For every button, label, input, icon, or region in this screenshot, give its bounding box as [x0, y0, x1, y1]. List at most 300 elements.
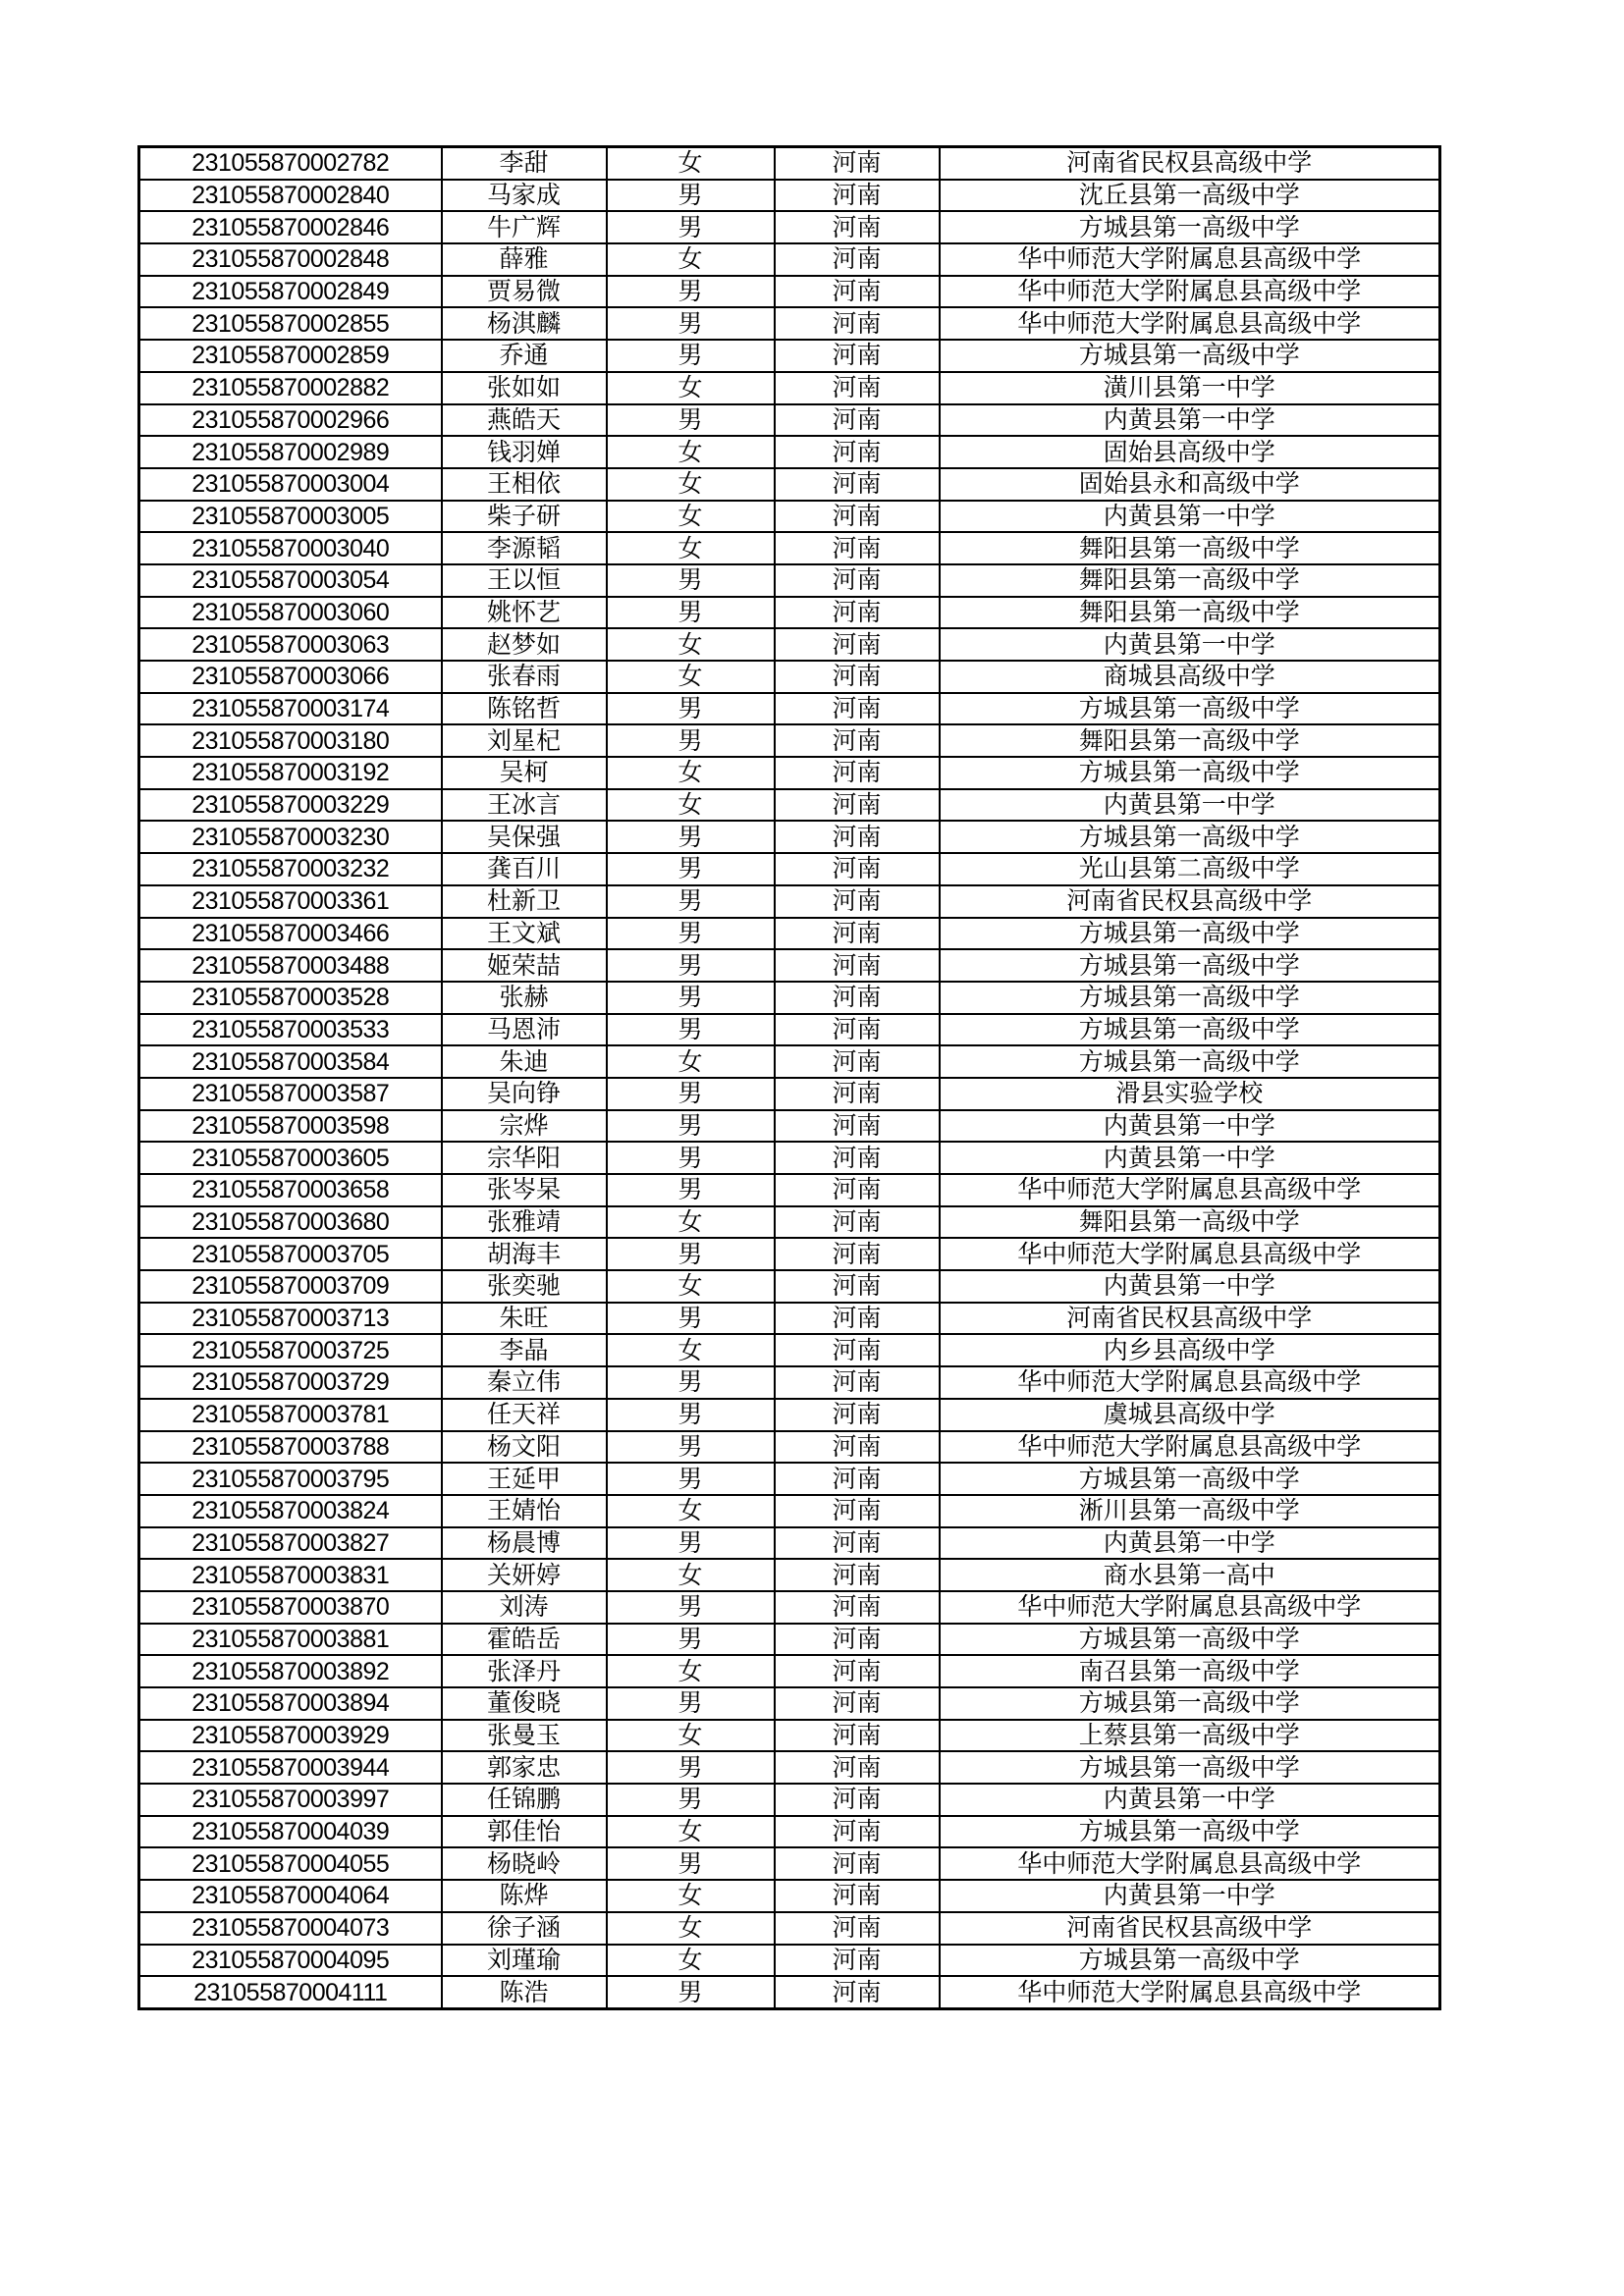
name-cell: 柴子研: [442, 501, 607, 533]
name-cell: 牛广辉: [442, 211, 607, 243]
school-cell: 内黄县第一中学: [940, 404, 1440, 437]
table-row: [139, 1559, 1440, 1591]
table-row: [139, 147, 1440, 180]
school-cell: 内黄县第一中学: [940, 501, 1440, 533]
name-cell: 刘瑾瑜: [442, 1945, 607, 1977]
province-cell: 河南: [775, 757, 940, 789]
name-cell: 朱迪: [442, 1045, 607, 1078]
province-cell: 河南: [775, 1847, 940, 1880]
table-row: [139, 1014, 1440, 1046]
name-cell: 李晶: [442, 1334, 607, 1366]
name-cell: 王延甲: [442, 1463, 607, 1495]
province-cell: 河南: [775, 1591, 940, 1624]
student-id-cell: 231055870003997: [139, 1784, 442, 1816]
province-cell: 河南: [775, 1816, 940, 1848]
table-row: [139, 982, 1440, 1014]
school-cell: 方城县第一高级中学: [940, 949, 1440, 982]
school-cell: 内黄县第一中学: [940, 1880, 1440, 1912]
province-cell: 河南: [775, 1142, 940, 1174]
gender-cell: 男: [607, 1784, 775, 1816]
gender-cell: 男: [607, 949, 775, 982]
table-row: [139, 1912, 1440, 1945]
gender-cell: 女: [607, 1045, 775, 1078]
province-cell: 河南: [775, 1334, 940, 1366]
name-cell: 刘星杞: [442, 724, 607, 757]
student-id-cell: 231055870003831: [139, 1559, 442, 1591]
name-cell: 李源韬: [442, 532, 607, 564]
student-id-cell: 231055870003060: [139, 597, 442, 629]
gender-cell: 男: [607, 821, 775, 853]
school-cell: 滑县实验学校: [940, 1078, 1440, 1110]
name-cell: 任锦鹏: [442, 1784, 607, 1816]
school-cell: 光山县第二高级中学: [940, 853, 1440, 885]
school-cell: 华中师范大学附属息县高级中学: [940, 307, 1440, 340]
student-id-cell: 231055870003709: [139, 1270, 442, 1303]
table-row: [139, 1847, 1440, 1880]
table-row: [139, 501, 1440, 533]
gender-cell: 男: [607, 1303, 775, 1335]
student-id-cell: 231055870003232: [139, 853, 442, 885]
table-row: [139, 404, 1440, 437]
name-cell: 宗华阳: [442, 1142, 607, 1174]
name-cell: 李甜: [442, 147, 607, 180]
table-row: [139, 564, 1440, 597]
table-row: [139, 1270, 1440, 1303]
table-row: [139, 1495, 1440, 1527]
school-cell: 商水县第一高中: [940, 1559, 1440, 1591]
gender-cell: 男: [607, 1847, 775, 1880]
student-id-cell: 231055870003180: [139, 724, 442, 757]
school-cell: 华中师范大学附属息县高级中学: [940, 1238, 1440, 1270]
gender-cell: 女: [607, 1559, 775, 1591]
name-cell: 张雅靖: [442, 1206, 607, 1239]
gender-cell: 男: [607, 1624, 775, 1656]
school-cell: 南召县第一高级中学: [940, 1655, 1440, 1687]
province-cell: 河南: [775, 661, 940, 693]
student-id-cell: 231055870004111: [139, 1976, 442, 2008]
school-cell: 方城县第一高级中学: [940, 1624, 1440, 1656]
gender-cell: 男: [607, 1751, 775, 1784]
table-row: [139, 1206, 1440, 1239]
province-cell: 河南: [775, 340, 940, 372]
school-cell: 华中师范大学附属息县高级中学: [940, 1174, 1440, 1206]
name-cell: 霍皓岳: [442, 1624, 607, 1656]
table-row: [139, 436, 1440, 468]
name-cell: 王婧怡: [442, 1495, 607, 1527]
name-cell: 吴保强: [442, 821, 607, 853]
school-cell: 方城县第一高级中学: [940, 982, 1440, 1014]
province-cell: 河南: [775, 1687, 940, 1720]
school-cell: 方城县第一高级中学: [940, 1463, 1440, 1495]
name-cell: 杨淇麟: [442, 307, 607, 340]
school-cell: 方城县第一高级中学: [940, 1687, 1440, 1720]
province-cell: 河南: [775, 693, 940, 725]
student-id-cell: 231055870003824: [139, 1495, 442, 1527]
gender-cell: 男: [607, 1014, 775, 1046]
student-id-cell: 231055870002782: [139, 147, 442, 180]
student-id-cell: 231055870002848: [139, 243, 442, 276]
gender-cell: 男: [607, 1527, 775, 1560]
student-id-cell: 231055870004095: [139, 1945, 442, 1977]
name-cell: 杜新卫: [442, 885, 607, 918]
school-cell: 上蔡县第一高级中学: [940, 1720, 1440, 1752]
table-body: [139, 147, 1440, 2009]
province-cell: 河南: [775, 1078, 940, 1110]
student-id-cell: 231055870003230: [139, 821, 442, 853]
gender-cell: 男: [607, 340, 775, 372]
student-id-cell: 231055870003054: [139, 564, 442, 597]
gender-cell: 男: [607, 307, 775, 340]
school-cell: 虞城县高级中学: [940, 1399, 1440, 1431]
table-row: [139, 724, 1440, 757]
table-row: [139, 918, 1440, 950]
student-id-cell: 231055870003488: [139, 949, 442, 982]
school-cell: 方城县第一高级中学: [940, 757, 1440, 789]
student-id-cell: 231055870003361: [139, 885, 442, 918]
province-cell: 河南: [775, 276, 940, 308]
student-id-cell: 231055870003881: [139, 1624, 442, 1656]
province-cell: 河南: [775, 436, 940, 468]
table-row: [139, 597, 1440, 629]
gender-cell: 女: [607, 147, 775, 180]
table-row: [139, 372, 1440, 404]
gender-cell: 女: [607, 661, 775, 693]
gender-cell: 男: [607, 1399, 775, 1431]
gender-cell: 男: [607, 597, 775, 629]
table-row: [139, 1334, 1440, 1366]
school-cell: 方城县第一高级中学: [940, 1816, 1440, 1848]
student-id-cell: 231055870003174: [139, 693, 442, 725]
name-cell: 宗烨: [442, 1110, 607, 1143]
gender-cell: 女: [607, 532, 775, 564]
gender-cell: 女: [607, 789, 775, 822]
gender-cell: 女: [607, 243, 775, 276]
name-cell: 王文斌: [442, 918, 607, 950]
student-id-cell: 231055870003827: [139, 1527, 442, 1560]
name-cell: 赵梦如: [442, 628, 607, 661]
table-row: [139, 1303, 1440, 1335]
student-id-cell: 231055870003713: [139, 1303, 442, 1335]
province-cell: 河南: [775, 1399, 940, 1431]
name-cell: 张曼玉: [442, 1720, 607, 1752]
province-cell: 河南: [775, 532, 940, 564]
gender-cell: 女: [607, 1206, 775, 1239]
name-cell: 张泽丹: [442, 1655, 607, 1687]
name-cell: 陈烨: [442, 1880, 607, 1912]
name-cell: 杨文阳: [442, 1431, 607, 1464]
province-cell: 河南: [775, 1784, 940, 1816]
school-cell: 内黄县第一中学: [940, 1270, 1440, 1303]
table-row: [139, 211, 1440, 243]
table-row: [139, 661, 1440, 693]
student-id-cell: 231055870003929: [139, 1720, 442, 1752]
province-cell: 河南: [775, 468, 940, 501]
province-cell: 河南: [775, 1366, 940, 1399]
province-cell: 河南: [775, 1206, 940, 1239]
name-cell: 朱旺: [442, 1303, 607, 1335]
province-cell: 河南: [775, 243, 940, 276]
school-cell: 方城县第一高级中学: [940, 821, 1440, 853]
student-id-cell: 231055870003870: [139, 1591, 442, 1624]
gender-cell: 男: [607, 1366, 775, 1399]
table-row: [139, 1463, 1440, 1495]
province-cell: 河南: [775, 1976, 940, 2008]
gender-cell: 女: [607, 1495, 775, 1527]
table-row: [139, 1945, 1440, 1977]
table-row: [139, 307, 1440, 340]
province-cell: 河南: [775, 1045, 940, 1078]
table-row: [139, 1687, 1440, 1720]
table-row: [139, 789, 1440, 822]
gender-cell: 女: [607, 372, 775, 404]
student-id-cell: 231055870003584: [139, 1045, 442, 1078]
province-cell: 河南: [775, 789, 940, 822]
name-cell: 马恩沛: [442, 1014, 607, 1046]
name-cell: 杨晓岭: [442, 1847, 607, 1880]
school-cell: 华中师范大学附属息县高级中学: [940, 1847, 1440, 1880]
province-cell: 河南: [775, 1463, 940, 1495]
province-cell: 河南: [775, 1912, 940, 1945]
province-cell: 河南: [775, 564, 940, 597]
name-cell: 张春雨: [442, 661, 607, 693]
student-list-table: [137, 145, 1441, 2010]
student-id-cell: 231055870003533: [139, 1014, 442, 1046]
student-id-cell: 231055870003658: [139, 1174, 442, 1206]
table-row: [139, 1784, 1440, 1816]
school-cell: 固始县高级中学: [940, 436, 1440, 468]
province-cell: 河南: [775, 1110, 940, 1143]
table-row: [139, 885, 1440, 918]
name-cell: 胡海丰: [442, 1238, 607, 1270]
gender-cell: 男: [607, 1976, 775, 2008]
gender-cell: 男: [607, 564, 775, 597]
province-cell: 河南: [775, 1880, 940, 1912]
province-cell: 河南: [775, 628, 940, 661]
school-cell: 舞阳县第一高级中学: [940, 532, 1440, 564]
student-id-cell: 231055870002840: [139, 180, 442, 212]
table-row: [139, 949, 1440, 982]
name-cell: 龚百川: [442, 853, 607, 885]
province-cell: 河南: [775, 1624, 940, 1656]
table-row: [139, 532, 1440, 564]
student-id-cell: 231055870002966: [139, 404, 442, 437]
gender-cell: 男: [607, 1142, 775, 1174]
student-id-cell: 231055870003229: [139, 789, 442, 822]
school-cell: 华中师范大学附属息县高级中学: [940, 1976, 1440, 2008]
province-cell: 河南: [775, 724, 940, 757]
province-cell: 河南: [775, 1014, 940, 1046]
gender-cell: 女: [607, 1912, 775, 1945]
student-id-cell: 231055870003605: [139, 1142, 442, 1174]
student-id-cell: 231055870003892: [139, 1655, 442, 1687]
name-cell: 贾易微: [442, 276, 607, 308]
school-cell: 华中师范大学附属息县高级中学: [940, 276, 1440, 308]
name-cell: 钱羽婵: [442, 436, 607, 468]
province-cell: 河南: [775, 180, 940, 212]
gender-cell: 女: [607, 1945, 775, 1977]
name-cell: 吴柯: [442, 757, 607, 789]
name-cell: 董俊晓: [442, 1687, 607, 1720]
table-row: [139, 757, 1440, 789]
school-cell: 方城县第一高级中学: [940, 1751, 1440, 1784]
table-row: [139, 1751, 1440, 1784]
table-row: [139, 1720, 1440, 1752]
gender-cell: 女: [607, 501, 775, 533]
province-cell: 河南: [775, 949, 940, 982]
student-id-cell: 231055870003066: [139, 661, 442, 693]
student-id-cell: 231055870003598: [139, 1110, 442, 1143]
student-id-cell: 231055870003795: [139, 1463, 442, 1495]
school-cell: 华中师范大学附属息县高级中学: [940, 1591, 1440, 1624]
name-cell: 姚怀艺: [442, 597, 607, 629]
name-cell: 任天祥: [442, 1399, 607, 1431]
gender-cell: 男: [607, 1238, 775, 1270]
name-cell: 王以恒: [442, 564, 607, 597]
province-cell: 河南: [775, 1527, 940, 1560]
student-id-cell: 231055870003040: [139, 532, 442, 564]
table-row: [139, 1366, 1440, 1399]
name-cell: 秦立伟: [442, 1366, 607, 1399]
table-row: [139, 1399, 1440, 1431]
gender-cell: 男: [607, 918, 775, 950]
school-cell: 内黄县第一中学: [940, 1142, 1440, 1174]
school-cell: 河南省民权县高级中学: [940, 1912, 1440, 1945]
table-row: [139, 1655, 1440, 1687]
name-cell: 陈铭哲: [442, 693, 607, 725]
province-cell: 河南: [775, 1238, 940, 1270]
school-cell: 内乡县高级中学: [940, 1334, 1440, 1366]
student-id-cell: 231055870003725: [139, 1334, 442, 1366]
student-id-cell: 231055870003894: [139, 1687, 442, 1720]
school-cell: 舞阳县第一高级中学: [940, 1206, 1440, 1239]
table-row: [139, 853, 1440, 885]
province-cell: 河南: [775, 1720, 940, 1752]
name-cell: 郭家忠: [442, 1751, 607, 1784]
student-id-cell: 231055870003005: [139, 501, 442, 533]
gender-cell: 男: [607, 1174, 775, 1206]
school-cell: 内黄县第一中学: [940, 1784, 1440, 1816]
table-row: [139, 1142, 1440, 1174]
gender-cell: 男: [607, 276, 775, 308]
province-cell: 河南: [775, 1174, 940, 1206]
school-cell: 方城县第一高级中学: [940, 918, 1440, 950]
province-cell: 河南: [775, 1751, 940, 1784]
student-id-cell: 231055870003944: [139, 1751, 442, 1784]
province-cell: 河南: [775, 1655, 940, 1687]
student-id-cell: 231055870003781: [139, 1399, 442, 1431]
gender-cell: 女: [607, 1720, 775, 1752]
name-cell: 吴向铮: [442, 1078, 607, 1110]
gender-cell: 男: [607, 1463, 775, 1495]
school-cell: 淅川县第一高级中学: [940, 1495, 1440, 1527]
table-row: [139, 243, 1440, 276]
student-id-cell: 231055870003192: [139, 757, 442, 789]
school-cell: 方城县第一高级中学: [940, 211, 1440, 243]
province-cell: 河南: [775, 307, 940, 340]
student-id-cell: 231055870002855: [139, 307, 442, 340]
name-cell: 陈浩: [442, 1976, 607, 2008]
school-cell: 舞阳县第一高级中学: [940, 597, 1440, 629]
student-id-cell: 231055870004055: [139, 1847, 442, 1880]
gender-cell: 男: [607, 885, 775, 918]
name-cell: 薛雅: [442, 243, 607, 276]
table-row: [139, 1816, 1440, 1848]
gender-cell: 女: [607, 628, 775, 661]
province-cell: 河南: [775, 1495, 940, 1527]
name-cell: 姬荣喆: [442, 949, 607, 982]
student-id-cell: 231055870003729: [139, 1366, 442, 1399]
school-cell: 内黄县第一中学: [940, 1527, 1440, 1560]
student-id-cell: 231055870002846: [139, 211, 442, 243]
name-cell: 张奕驰: [442, 1270, 607, 1303]
student-id-cell: 231055870003587: [139, 1078, 442, 1110]
school-cell: 潢川县第一中学: [940, 372, 1440, 404]
school-cell: 华中师范大学附属息县高级中学: [940, 243, 1440, 276]
table-row: [139, 180, 1440, 212]
gender-cell: 男: [607, 1110, 775, 1143]
table-row: [139, 1624, 1440, 1656]
student-id-cell: 231055870002849: [139, 276, 442, 308]
student-id-cell: 231055870003466: [139, 918, 442, 950]
province-cell: 河南: [775, 372, 940, 404]
table-row: [139, 1976, 1440, 2008]
name-cell: 关妍婷: [442, 1559, 607, 1591]
table-row: [139, 276, 1440, 308]
school-cell: 舞阳县第一高级中学: [940, 724, 1440, 757]
name-cell: 刘涛: [442, 1591, 607, 1624]
school-cell: 河南省民权县高级中学: [940, 885, 1440, 918]
school-cell: 方城县第一高级中学: [940, 1945, 1440, 1977]
province-cell: 河南: [775, 597, 940, 629]
table-row: [139, 1880, 1440, 1912]
name-cell: 王冰言: [442, 789, 607, 822]
gender-cell: 女: [607, 1816, 775, 1848]
gender-cell: 男: [607, 853, 775, 885]
student-id-cell: 231055870002859: [139, 340, 442, 372]
name-cell: 郭佳怡: [442, 1816, 607, 1848]
table-row: [139, 468, 1440, 501]
student-id-cell: 231055870004064: [139, 1880, 442, 1912]
table-row: [139, 340, 1440, 372]
student-id-cell: 231055870003705: [139, 1238, 442, 1270]
school-cell: 方城县第一高级中学: [940, 340, 1440, 372]
student-id-cell: 231055870004073: [139, 1912, 442, 1945]
province-cell: 河南: [775, 501, 940, 533]
name-cell: 张赫: [442, 982, 607, 1014]
school-cell: 内黄县第一中学: [940, 789, 1440, 822]
school-cell: 方城县第一高级中学: [940, 1045, 1440, 1078]
school-cell: 内黄县第一中学: [940, 628, 1440, 661]
student-id-cell: 231055870003528: [139, 982, 442, 1014]
gender-cell: 女: [607, 757, 775, 789]
school-cell: 河南省民权县高级中学: [940, 147, 1440, 180]
table-row: [139, 821, 1440, 853]
name-cell: 徐子涵: [442, 1912, 607, 1945]
student-id-cell: 231055870003063: [139, 628, 442, 661]
province-cell: 河南: [775, 404, 940, 437]
province-cell: 河南: [775, 1945, 940, 1977]
gender-cell: 女: [607, 468, 775, 501]
name-cell: 张岑杲: [442, 1174, 607, 1206]
student-id-cell: 231055870004039: [139, 1816, 442, 1848]
table-row: [139, 693, 1440, 725]
student-id-cell: 231055870003788: [139, 1431, 442, 1464]
province-cell: 河南: [775, 885, 940, 918]
student-id-cell: 231055870002989: [139, 436, 442, 468]
student-id-cell: 231055870002882: [139, 372, 442, 404]
gender-cell: 男: [607, 724, 775, 757]
school-cell: 方城县第一高级中学: [940, 1014, 1440, 1046]
